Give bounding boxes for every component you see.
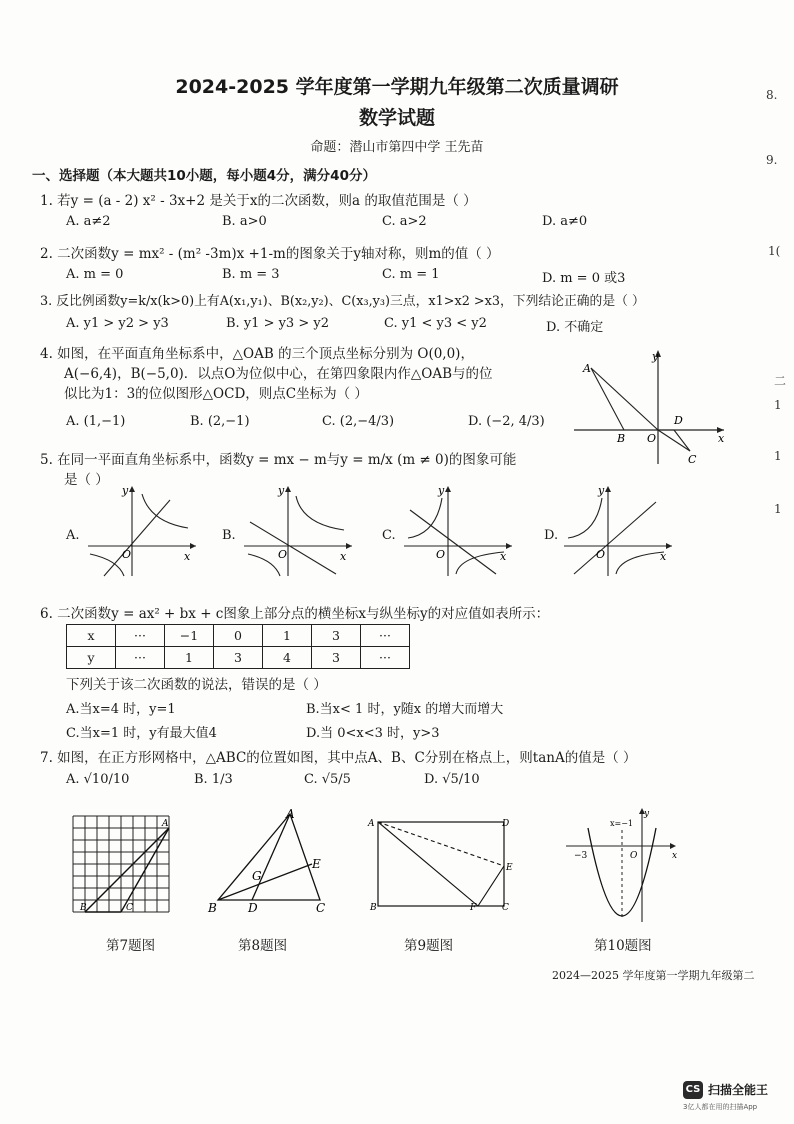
q6-option-a: A.当x=4 时，y=1 bbox=[66, 702, 176, 717]
q9-label-c: C bbox=[502, 903, 509, 913]
question-5-line1: 5. 在同一平面直角坐标系中，函数y = mx − m与y = m/x (m ≠ 0)的图象可能 bbox=[40, 452, 517, 468]
q7-label-c: C bbox=[126, 903, 133, 913]
q6-option-c: C.当x=1 时，y有最大值4 bbox=[66, 726, 217, 741]
table-cell: ··· bbox=[361, 647, 410, 669]
scanner-logo: CS bbox=[683, 1081, 703, 1099]
table-cell: 3 bbox=[312, 647, 361, 669]
edge-fragment: 二 bbox=[774, 374, 787, 388]
q5-graph-d bbox=[560, 482, 676, 578]
section-heading: 一、选择题（本大题共10小题，每小题4分，满分40分） bbox=[32, 168, 376, 184]
q1-option-d: D. a≠0 bbox=[542, 214, 588, 229]
q4-option-b: B. (2,−1) bbox=[190, 414, 250, 429]
q5d-label-x: x bbox=[660, 550, 667, 563]
q7-grid-figure bbox=[70, 812, 182, 916]
question-1-stem: 1. 若y = (a - 2) x² - 3x+2 是关于x的二次函数，则a 的取值范围是（ ） bbox=[40, 193, 477, 209]
q9-rectangle-figure bbox=[366, 812, 518, 916]
q7-option-c: C. √5/5 bbox=[304, 772, 351, 787]
q3-option-b: B. y1 > y3 > y2 bbox=[226, 316, 329, 331]
q5d-label-o: O bbox=[596, 548, 606, 561]
table-row bbox=[67, 625, 410, 647]
q8-label-b: B bbox=[208, 901, 217, 915]
q10-label-minus3: −3 bbox=[574, 851, 588, 861]
figure-caption-8: 第8题图 bbox=[238, 938, 288, 954]
question-6-stem: 6. 二次函数y = ax² + bx + c图象上部分点的横坐标x与纵坐标y的对应值如表所示： bbox=[40, 606, 550, 622]
table-cell: 4 bbox=[263, 647, 312, 669]
q8-triangle-figure bbox=[204, 804, 334, 916]
q6-option-b: B.当x< 1 时，y随x 的增大而增大 bbox=[306, 702, 504, 717]
table-cell: ··· bbox=[361, 625, 410, 647]
q8-label-d: D bbox=[248, 901, 258, 915]
q5-graph-a bbox=[84, 482, 200, 578]
figure-caption-10: 第10题图 bbox=[594, 938, 652, 954]
question-4-line1: 4. 如图，在平面直角坐标系中，△OAB 的三个顶点坐标分别为 O(0,0)， bbox=[40, 346, 474, 362]
scanner-slogan: 3亿人都在用的扫描App bbox=[683, 1103, 758, 1111]
table-cell: 1 bbox=[165, 647, 214, 669]
question-6-prompt: 下列关于该二次函数的说法，错误的是（ ） bbox=[66, 677, 327, 693]
q1-option-c: C. a>2 bbox=[382, 214, 427, 229]
q4-option-c: C. (2,−4/3) bbox=[322, 414, 395, 429]
figure-caption-7: 第7题图 bbox=[106, 938, 156, 954]
q3-option-d: D. 不确定 bbox=[546, 320, 604, 335]
q8-label-a: A bbox=[286, 807, 295, 821]
q6-value-table bbox=[66, 624, 410, 669]
q5-graph-b bbox=[240, 482, 356, 578]
q9-label-a: A bbox=[368, 819, 375, 829]
q10-label-o: O bbox=[630, 851, 638, 861]
q5-graph-c bbox=[400, 482, 516, 578]
table-row bbox=[67, 647, 410, 669]
q10-label-axis-of-symmetry: x=−1 bbox=[610, 819, 634, 828]
table-cell: 0 bbox=[214, 625, 263, 647]
q10-label-x: x bbox=[672, 851, 678, 861]
q5a-label-x: x bbox=[184, 550, 191, 563]
table-cell: ··· bbox=[116, 625, 165, 647]
table-cell: 3 bbox=[214, 647, 263, 669]
q4-option-a: A. (1,−1) bbox=[66, 414, 126, 429]
q5b-label-o: O bbox=[278, 548, 288, 561]
q1-option-a: A. a≠2 bbox=[66, 214, 111, 229]
scanner-app-name: 扫描全能王 bbox=[708, 1083, 769, 1097]
q5-option-b: B. bbox=[222, 528, 236, 543]
q2-option-b: B. m = 3 bbox=[222, 267, 280, 282]
question-4-line2: A(−6,4)，B(−5,0)．以点O为位似中心，在第四象限内作△OAB与的位 bbox=[64, 366, 493, 382]
q5-option-d: D. bbox=[544, 528, 559, 543]
q7-label-b: B bbox=[80, 903, 87, 913]
q8-label-c: C bbox=[316, 901, 326, 915]
q4-label-y: y bbox=[652, 350, 659, 363]
q3-option-a: A. y1 > y2 > y3 bbox=[66, 316, 169, 331]
q10-label-y: y bbox=[644, 809, 650, 819]
q1-option-b: B. a>0 bbox=[222, 214, 267, 229]
figure-caption-9: 第9题图 bbox=[404, 938, 454, 954]
table-cell: ··· bbox=[116, 647, 165, 669]
q4-figure bbox=[574, 346, 734, 464]
q5c-label-y: y bbox=[438, 484, 445, 497]
q4-option-d: D. (−2, 4/3) bbox=[468, 414, 545, 429]
q2-option-a: A. m = 0 bbox=[66, 267, 124, 282]
q5b-label-x: x bbox=[340, 550, 347, 563]
q9-label-e: E bbox=[506, 863, 513, 873]
q7-option-d: D. √5/10 bbox=[424, 772, 480, 787]
exam-title: 2024-2025 学年度第一学期九年级第二次质量调研 bbox=[175, 76, 619, 98]
table-cell: 3 bbox=[312, 625, 361, 647]
q10-parabola-figure bbox=[560, 804, 684, 926]
table-cell: −1 bbox=[165, 625, 214, 647]
q8-label-g: G bbox=[252, 869, 262, 883]
exam-subject: 数学试题 bbox=[358, 107, 435, 129]
q9-label-b: B bbox=[370, 903, 377, 913]
table-cell: 1 bbox=[263, 625, 312, 647]
edge-fragment: 9. bbox=[766, 153, 778, 167]
q5c-label-x: x bbox=[500, 550, 507, 563]
edge-fragment: 1 bbox=[774, 449, 782, 463]
question-5-line2: 是（ ） bbox=[64, 472, 109, 488]
q5a-label-y: y bbox=[122, 484, 129, 497]
q6-option-d: D.当 0<x<3 时，y>3 bbox=[306, 726, 440, 741]
exam-author: 命题：潜山市第四中学 王先苗 bbox=[310, 140, 484, 155]
question-7-stem: 7. 如图，在正方形网格中，△ABC的位置如图，其中点A、B、C分别在格点上，则tanA的值是（ ） bbox=[40, 750, 637, 766]
q9-label-d: D bbox=[502, 819, 510, 829]
q4-label-a: A bbox=[583, 362, 591, 375]
question-2-stem: 2. 二次函数y = mx² - (m² -3m)x +1-m的图象关于y轴对称，则m的值（ ） bbox=[40, 246, 500, 262]
q9-label-f: F bbox=[470, 903, 477, 913]
edge-fragment: 1 bbox=[774, 502, 782, 516]
q5-option-c: C. bbox=[382, 528, 396, 543]
q4-label-c: C bbox=[688, 453, 697, 464]
question-3-stem: 3. 反比例函数y=k/x(k>0)上有A(x₁,y₁)、B(x₂,y₂)、C(x₃,y₃)三点，x1>x2 >x3，下列结论正确的是（ ） bbox=[40, 294, 645, 309]
question-4-line3: 似比为1：3的位似图形△OCD，则点C坐标为（ ） bbox=[64, 386, 368, 402]
q5-option-a: A. bbox=[66, 528, 80, 543]
q5d-label-y: y bbox=[598, 484, 605, 497]
q4-label-d: D bbox=[674, 414, 683, 427]
table-cell: x bbox=[67, 625, 116, 647]
edge-fragment: 1 bbox=[774, 398, 782, 412]
q7-label-a: A bbox=[162, 819, 169, 829]
edge-fragment: 1( bbox=[768, 244, 781, 258]
q5a-label-o: O bbox=[122, 548, 132, 561]
page-footer: 2024—2025 学年度第一学期九年级第二 bbox=[552, 969, 755, 982]
q7-option-a: A. √10/10 bbox=[66, 772, 130, 787]
q5c-label-o: O bbox=[436, 548, 446, 561]
q4-label-o: O bbox=[647, 432, 657, 445]
q8-label-e: E bbox=[312, 857, 321, 871]
q5b-label-y: y bbox=[278, 484, 285, 497]
q4-label-b: B bbox=[617, 432, 626, 445]
q4-label-x: x bbox=[718, 432, 725, 445]
q3-option-c: C. y1 < y3 < y2 bbox=[384, 316, 487, 331]
edge-fragment: 8. bbox=[766, 88, 778, 102]
q2-option-d: D. m = 0 或3 bbox=[542, 271, 626, 286]
q2-option-c: C. m = 1 bbox=[382, 267, 440, 282]
q7-option-b: B. 1/3 bbox=[194, 772, 233, 787]
table-cell: y bbox=[67, 647, 116, 669]
